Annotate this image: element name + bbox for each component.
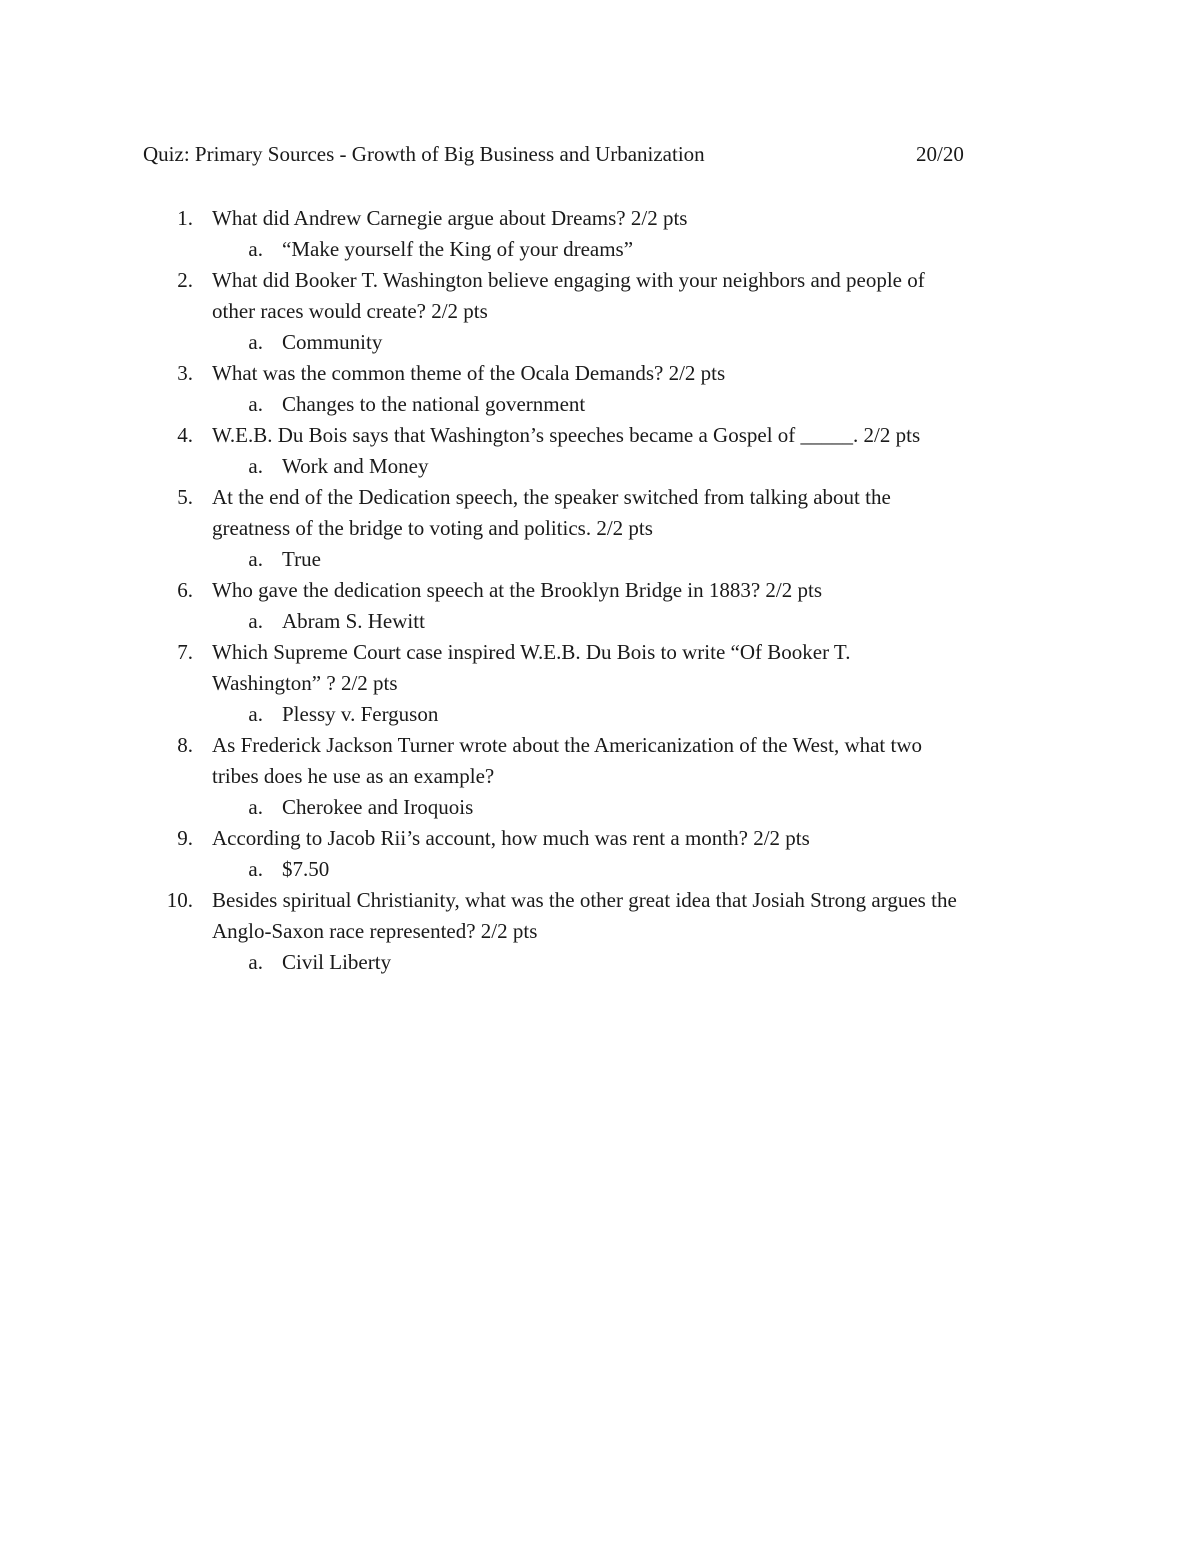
answer-text: Work and Money: [282, 454, 429, 478]
question-text: Who gave the dedication speech at the Brooklyn Bridge in 1883? 2/2 pts: [212, 578, 823, 602]
answer-text: Abram S. Hewitt: [282, 609, 425, 633]
answer-item: [0, 451, 1200, 482]
question-number: 5.: [177, 485, 193, 509]
quiz-header: [143, 142, 993, 172]
question-text: What was the common theme of the Ocala Demands? 2/2 pts: [212, 361, 726, 385]
question-text: other races would create? 2/2 pts: [212, 299, 488, 323]
answer-letter: a.: [248, 857, 263, 881]
question-text: What did Booker T. Washington believe engaging with your neighbors and people of: [212, 268, 925, 292]
answer-letter: a.: [248, 795, 263, 819]
answer-text: True: [282, 547, 321, 571]
answer-item: [0, 947, 1200, 978]
answer-text: Cherokee and Iroquois: [282, 795, 474, 819]
answer-text: Community: [282, 330, 383, 354]
answer-item: [0, 327, 1200, 358]
answer-item: [0, 234, 1200, 265]
question-text: Which Supreme Court case inspired W.E.B. Du Bois to write “Of Booker T.: [212, 640, 851, 664]
answer-text: “Make yourself the King of your dreams”: [282, 237, 634, 261]
question-number: 7.: [177, 640, 193, 664]
answer-letter: a.: [248, 454, 263, 478]
answer-item: [0, 699, 1200, 730]
answer-letter: a.: [248, 609, 263, 633]
question-text: At the end of the Dedication speech, the speaker switched from talking about the: [212, 485, 891, 509]
answer-item: [0, 792, 1200, 823]
answer-letter: a.: [248, 392, 263, 416]
question-text: According to Jacob Rii’s account, how much was rent a month? 2/2 pts: [212, 826, 810, 850]
answer-text: Changes to the national government: [282, 392, 586, 416]
question-text: greatness of the bridge to voting and politics. 2/2 pts: [212, 516, 653, 540]
answer-letter: a.: [248, 702, 263, 726]
question-text: Washington” ? 2/2 pts: [212, 671, 398, 695]
answer-item: [0, 544, 1200, 575]
question-text: Besides spiritual Christianity, what was the other great idea that Josiah Strong argues the: [212, 888, 957, 912]
question-number: 2.: [177, 268, 193, 292]
answer-text: Civil Liberty: [282, 950, 392, 974]
answer-item: [0, 606, 1200, 637]
question-text: tribes does he use as an example?: [212, 764, 495, 788]
question-number: 10.: [166, 888, 193, 912]
answer-text: Plessy v. Ferguson: [282, 702, 439, 726]
question-number: 1.: [177, 206, 193, 230]
question-number: 3.: [177, 361, 193, 385]
question-text: W.E.B. Du Bois says that Washington’s speeches became a Gospel of _____. 2/2 pts: [212, 423, 921, 447]
question-text: Anglo-Saxon race represented? 2/2 pts: [212, 919, 538, 943]
answer-letter: a.: [248, 547, 263, 571]
quiz-score: 20/20: [916, 142, 964, 166]
answer-item: [0, 389, 1200, 420]
question-text: What did Andrew Carnegie argue about Dreams? 2/2 pts: [212, 206, 688, 230]
answer-letter: a.: [248, 950, 263, 974]
quiz-title: Quiz: Primary Sources - Growth of Big Business and Urbanization: [143, 142, 705, 166]
answer-letter: a.: [248, 330, 263, 354]
answer-item: [0, 854, 1200, 885]
answer-text: $7.50: [282, 857, 330, 881]
answer-letter: a.: [248, 237, 263, 261]
question-number: 4.: [177, 423, 193, 447]
question-number: 9.: [177, 826, 193, 850]
question-number: 8.: [177, 733, 193, 757]
question-text: As Frederick Jackson Turner wrote about the Americanization of the West, what two: [212, 733, 923, 757]
question-number: 6.: [177, 578, 193, 602]
